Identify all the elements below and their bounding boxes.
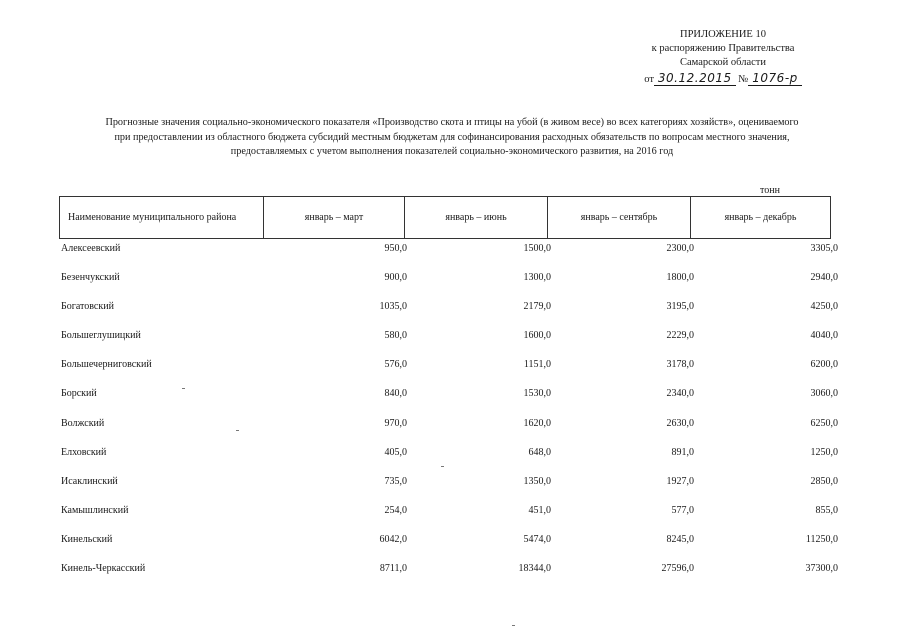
value-q1: 254,0	[384, 504, 407, 516]
value-q1: 735,0	[384, 475, 407, 487]
value-year: 4250,0	[810, 301, 838, 313]
value-9m: 3178,0	[666, 359, 694, 371]
table-row	[61, 358, 841, 387]
value-year: 6200,0	[810, 359, 838, 371]
value-year: 2850,0	[810, 475, 838, 487]
value-year: 3060,0	[810, 388, 838, 400]
header-9m: январь – сентябрь	[547, 197, 690, 238]
district-name: Камышлинский	[61, 504, 129, 516]
district-name: Безенчукский	[61, 272, 120, 284]
decree-number: 1076-р	[748, 71, 802, 86]
date-prefix: от	[644, 74, 654, 85]
district-name: Большечерниговский	[61, 359, 152, 371]
value-h1: 1620,0	[523, 417, 551, 429]
header-h1: январь – июнь	[404, 197, 547, 238]
value-q1: 970,0	[384, 417, 407, 429]
district-name: Алексеевский	[61, 243, 121, 254]
value-9m: 2630,0	[666, 417, 694, 429]
value-q1: 950,0	[384, 243, 407, 254]
value-9m: 2229,0	[666, 330, 694, 342]
table-row	[61, 271, 841, 300]
district-name: Борский	[61, 388, 97, 400]
appendix-line-1: к распоряжению Правительства	[651, 43, 795, 54]
value-q1: 840,0	[384, 388, 407, 400]
value-year: 37300,0	[805, 563, 838, 575]
district-name: Большеглушицкий	[61, 330, 141, 342]
scan-speck	[512, 625, 515, 626]
value-q1: 8711,0	[379, 563, 407, 575]
district-name: Богатовский	[61, 301, 114, 313]
value-h1: 1600,0	[523, 330, 551, 342]
value-year: 11250,0	[805, 533, 838, 545]
decree-line	[623, 71, 823, 87]
value-h1: 18344,0	[518, 563, 551, 575]
value-9m: 577,0	[671, 504, 694, 516]
value-9m: 3195,0	[666, 301, 694, 313]
district-name: Кинельский	[61, 533, 113, 545]
number-prefix: №	[738, 74, 749, 85]
value-9m: 8245,0	[666, 533, 694, 545]
value-q1: 1035,0	[379, 301, 407, 313]
decree-date: 30.12.2015	[654, 71, 736, 86]
table-row	[61, 242, 841, 271]
table-body	[61, 242, 841, 591]
header-district: Наименование муниципального района	[68, 212, 237, 223]
value-q1: 6042,0	[379, 533, 407, 545]
title-line-1: Прогнозные значения социально-экономического показателя «Производство скота и птицы на убой (в живом весе) во всех категориях хозяйств», оцениваемого	[105, 117, 799, 128]
value-9m: 2300,0	[666, 243, 694, 254]
value-year: 855,0	[815, 504, 838, 516]
table-row	[61, 417, 841, 446]
value-q1: 580,0	[384, 330, 407, 342]
value-h1: 1300,0	[523, 272, 551, 284]
value-h1: 2179,0	[523, 301, 551, 313]
value-9m: 27596,0	[661, 563, 694, 575]
title-line-2: при предоставлении из областного бюджета субсидий местным бюджетам для софинансирования расходных обязательств по вопросам местного значения,	[114, 131, 790, 143]
table-row	[61, 533, 841, 562]
value-h1: 648,0	[528, 446, 551, 458]
appendix-line-2: Самарской области	[680, 57, 766, 68]
table-row	[61, 387, 841, 416]
value-q1: 900,0	[384, 272, 407, 284]
value-q1: 576,0	[384, 359, 407, 371]
table-row	[61, 562, 841, 591]
table-row	[61, 475, 841, 504]
value-q1: 405,0	[384, 446, 407, 458]
scan-speck	[441, 466, 444, 467]
value-h1: 1151,0	[523, 359, 551, 371]
table-row	[61, 329, 841, 358]
value-h1: 1500,0	[523, 243, 551, 254]
unit-label: тонн	[760, 185, 780, 196]
table-row	[61, 504, 841, 533]
scan-speck	[182, 388, 185, 389]
table-row	[61, 446, 841, 475]
table-header	[59, 196, 831, 239]
district-name: Елховский	[61, 446, 107, 458]
header-year: январь – декабрь	[690, 197, 830, 238]
title-line-3: предоставляемых с учетом выполнения показателей социально-экономического развития, на 2016 год	[230, 146, 674, 157]
value-h1: 1530,0	[523, 388, 551, 400]
value-h1: 5474,0	[523, 533, 551, 545]
appendix-title: ПРИЛОЖЕНИЕ 10	[680, 29, 766, 40]
value-year: 4040,0	[810, 330, 838, 342]
value-h1: 451,0	[528, 504, 551, 516]
value-year: 2940,0	[810, 272, 838, 284]
district-name: Исаклинский	[61, 475, 118, 487]
value-9m: 2340,0	[666, 388, 694, 400]
scan-speck	[236, 430, 239, 431]
value-year: 1250,0	[810, 446, 838, 458]
district-name: Кинель-Черкасский	[61, 563, 146, 575]
value-h1: 1350,0	[523, 475, 551, 487]
value-9m: 891,0	[671, 446, 694, 458]
value-9m: 1800,0	[666, 272, 694, 284]
value-9m: 1927,0	[666, 475, 694, 487]
district-name: Волжский	[61, 417, 105, 429]
document-title	[52, 116, 852, 160]
appendix-block	[623, 28, 823, 87]
table-row	[61, 300, 841, 329]
header-q1: январь – март	[263, 197, 404, 238]
value-year: 3305,0	[810, 243, 838, 254]
value-year: 6250,0	[810, 417, 838, 429]
